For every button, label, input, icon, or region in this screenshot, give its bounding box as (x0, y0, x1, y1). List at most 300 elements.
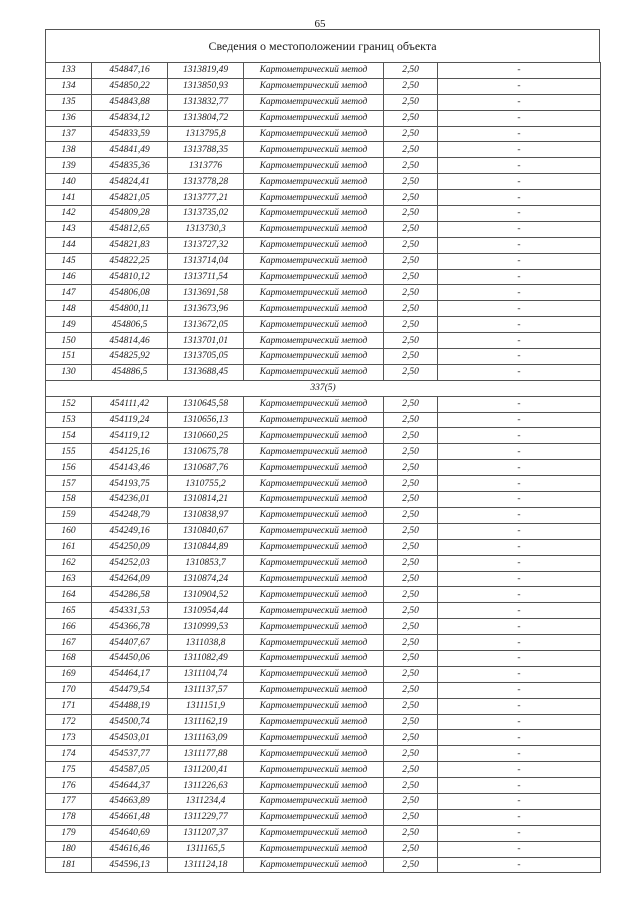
cell-method: Картометрический метод (244, 460, 384, 476)
cell-description: - (438, 603, 601, 619)
cell-accuracy: 2,50 (384, 158, 438, 174)
cell-method: Картометрический метод (244, 190, 384, 206)
cell-description: - (438, 142, 601, 158)
cell-x-coordinate: 454847,16 (92, 63, 168, 79)
cell-accuracy: 2,50 (384, 317, 438, 333)
cell-x-coordinate: 454503,01 (92, 730, 168, 746)
cell-accuracy: 2,50 (384, 698, 438, 714)
cell-x-coordinate: 454252,03 (92, 555, 168, 571)
table-row (46, 317, 601, 333)
table-row (46, 174, 601, 190)
cell-description: - (438, 492, 601, 508)
cell-x-coordinate: 454366,78 (92, 619, 168, 635)
cell-point-number: 157 (46, 476, 92, 492)
cell-method: Картометрический метод (244, 285, 384, 301)
table-row (46, 63, 601, 79)
cell-description: - (438, 78, 601, 94)
cell-description: - (438, 412, 601, 428)
cell-description: - (438, 174, 601, 190)
cell-point-number: 177 (46, 793, 92, 809)
cell-x-coordinate: 454661,48 (92, 809, 168, 825)
cell-point-number: 180 (46, 841, 92, 857)
cell-x-coordinate: 454479,54 (92, 682, 168, 698)
table-row (46, 793, 601, 809)
cell-y-coordinate: 1310844,89 (168, 539, 244, 555)
cell-method: Картометрический метод (244, 762, 384, 778)
table-row (46, 507, 601, 523)
table-row (46, 650, 601, 666)
cell-method: Картометрический метод (244, 237, 384, 253)
table-row (46, 428, 601, 444)
cell-y-coordinate: 1310853,7 (168, 555, 244, 571)
table-row (46, 364, 601, 380)
table-row (46, 285, 601, 301)
cell-description: - (438, 396, 601, 412)
table-row (46, 94, 601, 110)
cell-x-coordinate: 454249,16 (92, 523, 168, 539)
cell-y-coordinate: 1311162,19 (168, 714, 244, 730)
cell-y-coordinate: 1311177,88 (168, 746, 244, 762)
cell-accuracy: 2,50 (384, 333, 438, 349)
table-row (46, 603, 601, 619)
cell-accuracy: 2,50 (384, 444, 438, 460)
cell-x-coordinate: 454640,69 (92, 825, 168, 841)
cell-y-coordinate: 1313711,54 (168, 269, 244, 285)
cell-accuracy: 2,50 (384, 349, 438, 365)
cell-description: - (438, 476, 601, 492)
cell-point-number: 181 (46, 857, 92, 873)
cell-method: Картометрический метод (244, 539, 384, 555)
cell-method: Картометрический метод (244, 476, 384, 492)
cell-description: - (438, 587, 601, 603)
cell-accuracy: 2,50 (384, 778, 438, 794)
cell-method: Картометрический метод (244, 571, 384, 587)
group-header-row (46, 380, 601, 396)
cell-y-coordinate: 1310660,25 (168, 428, 244, 444)
table-row (46, 762, 601, 778)
cell-y-coordinate: 1310687,76 (168, 460, 244, 476)
cell-y-coordinate: 1313795,8 (168, 126, 244, 142)
table-row (46, 555, 601, 571)
cell-description: - (438, 94, 601, 110)
cell-method: Картометрический метод (244, 793, 384, 809)
cell-point-number: 166 (46, 619, 92, 635)
cell-y-coordinate: 1310838,97 (168, 507, 244, 523)
cell-description: - (438, 809, 601, 825)
cell-y-coordinate: 1311200,41 (168, 762, 244, 778)
cell-accuracy: 2,50 (384, 793, 438, 809)
cell-point-number: 175 (46, 762, 92, 778)
cell-description: - (438, 221, 601, 237)
cell-accuracy: 2,50 (384, 412, 438, 428)
cell-point-number: 164 (46, 587, 92, 603)
cell-point-number: 163 (46, 571, 92, 587)
cell-x-coordinate: 454833,59 (92, 126, 168, 142)
table-row (46, 635, 601, 651)
cell-method: Картометрический метод (244, 94, 384, 110)
cell-y-coordinate: 1310755,2 (168, 476, 244, 492)
cell-y-coordinate: 1313804,72 (168, 110, 244, 126)
cell-description: - (438, 635, 601, 651)
table-row (46, 253, 601, 269)
cell-x-coordinate: 454248,79 (92, 507, 168, 523)
cell-y-coordinate: 1313673,96 (168, 301, 244, 317)
cell-point-number: 171 (46, 698, 92, 714)
cell-point-number: 143 (46, 221, 92, 237)
cell-accuracy: 2,50 (384, 301, 438, 317)
cell-accuracy: 2,50 (384, 857, 438, 873)
cell-point-number: 144 (46, 237, 92, 253)
cell-y-coordinate: 1311104,74 (168, 666, 244, 682)
group-label: 337(5) (46, 380, 601, 396)
cell-method: Картометрический метод (244, 650, 384, 666)
cell-accuracy: 2,50 (384, 746, 438, 762)
cell-accuracy: 2,50 (384, 110, 438, 126)
cell-accuracy: 2,50 (384, 460, 438, 476)
cell-method: Картометрический метод (244, 126, 384, 142)
table-row (46, 666, 601, 682)
cell-method: Картометрический метод (244, 492, 384, 508)
cell-point-number: 169 (46, 666, 92, 682)
table-row (46, 825, 601, 841)
cell-point-number: 162 (46, 555, 92, 571)
cell-accuracy: 2,50 (384, 809, 438, 825)
cell-point-number: 155 (46, 444, 92, 460)
cell-description: - (438, 428, 601, 444)
cell-method: Картометрический метод (244, 333, 384, 349)
cell-y-coordinate: 1310874,24 (168, 571, 244, 587)
cell-accuracy: 2,50 (384, 714, 438, 730)
cell-x-coordinate: 454810,12 (92, 269, 168, 285)
table-row (46, 349, 601, 365)
cell-y-coordinate: 1311038,8 (168, 635, 244, 651)
cell-description: - (438, 730, 601, 746)
cell-point-number: 139 (46, 158, 92, 174)
table-row (46, 126, 601, 142)
cell-point-number: 174 (46, 746, 92, 762)
cell-accuracy: 2,50 (384, 555, 438, 571)
cell-x-coordinate: 454616,46 (92, 841, 168, 857)
cell-method: Картометрический метод (244, 142, 384, 158)
cell-point-number: 161 (46, 539, 92, 555)
cell-point-number: 172 (46, 714, 92, 730)
cell-point-number: 160 (46, 523, 92, 539)
cell-x-coordinate: 454125,16 (92, 444, 168, 460)
cell-accuracy: 2,50 (384, 635, 438, 651)
cell-description: - (438, 190, 601, 206)
cell-accuracy: 2,50 (384, 63, 438, 79)
cell-accuracy: 2,50 (384, 221, 438, 237)
cell-accuracy: 2,50 (384, 364, 438, 380)
table-row (46, 460, 601, 476)
cell-x-coordinate: 454587,05 (92, 762, 168, 778)
cell-accuracy: 2,50 (384, 253, 438, 269)
cell-accuracy: 2,50 (384, 666, 438, 682)
cell-description: - (438, 507, 601, 523)
table-row (46, 698, 601, 714)
cell-x-coordinate: 454821,83 (92, 237, 168, 253)
table-row (46, 714, 601, 730)
cell-accuracy: 2,50 (384, 94, 438, 110)
cell-y-coordinate: 1313778,28 (168, 174, 244, 190)
cell-method: Картометрический метод (244, 555, 384, 571)
cell-point-number: 145 (46, 253, 92, 269)
cell-x-coordinate: 454809,28 (92, 206, 168, 222)
cell-y-coordinate: 1310999,53 (168, 619, 244, 635)
table-row (46, 142, 601, 158)
cell-y-coordinate: 1311151,9 (168, 698, 244, 714)
cell-point-number: 159 (46, 507, 92, 523)
cell-accuracy: 2,50 (384, 682, 438, 698)
table-row (46, 476, 601, 492)
cell-accuracy: 2,50 (384, 587, 438, 603)
cell-accuracy: 2,50 (384, 619, 438, 635)
cell-description: - (438, 317, 601, 333)
cell-method: Картометрический метод (244, 444, 384, 460)
cell-accuracy: 2,50 (384, 174, 438, 190)
cell-description: - (438, 746, 601, 762)
cell-x-coordinate: 454841,49 (92, 142, 168, 158)
cell-point-number: 141 (46, 190, 92, 206)
cell-description: - (438, 158, 601, 174)
cell-description: - (438, 285, 601, 301)
cell-y-coordinate: 1310840,67 (168, 523, 244, 539)
cell-accuracy: 2,50 (384, 78, 438, 94)
cell-y-coordinate: 1313776 (168, 158, 244, 174)
cell-accuracy: 2,50 (384, 492, 438, 508)
cell-x-coordinate: 454236,01 (92, 492, 168, 508)
cell-x-coordinate: 454822,25 (92, 253, 168, 269)
cell-x-coordinate: 454812,65 (92, 221, 168, 237)
table-row (46, 110, 601, 126)
table-row (46, 841, 601, 857)
cell-x-coordinate: 454500,74 (92, 714, 168, 730)
cell-y-coordinate: 1313691,58 (168, 285, 244, 301)
cell-description: - (438, 126, 601, 142)
cell-accuracy: 2,50 (384, 428, 438, 444)
cell-method: Картометрический метод (244, 587, 384, 603)
cell-y-coordinate: 1310675,78 (168, 444, 244, 460)
table-row (46, 301, 601, 317)
cell-description: - (438, 63, 601, 79)
cell-method: Картометрический метод (244, 317, 384, 333)
cell-x-coordinate: 454488,19 (92, 698, 168, 714)
cell-y-coordinate: 1313701,01 (168, 333, 244, 349)
cell-point-number: 149 (46, 317, 92, 333)
cell-x-coordinate: 454806,08 (92, 285, 168, 301)
cell-accuracy: 2,50 (384, 142, 438, 158)
cell-description: - (438, 333, 601, 349)
cell-description: - (438, 825, 601, 841)
cell-method: Картометрический метод (244, 857, 384, 873)
cell-accuracy: 2,50 (384, 285, 438, 301)
cell-y-coordinate: 1313688,45 (168, 364, 244, 380)
cell-method: Картометрический метод (244, 364, 384, 380)
cell-point-number: 134 (46, 78, 92, 94)
cell-accuracy: 2,50 (384, 476, 438, 492)
cell-y-coordinate: 1311226,63 (168, 778, 244, 794)
cell-description: - (438, 206, 601, 222)
cell-description: - (438, 793, 601, 809)
cell-point-number: 168 (46, 650, 92, 666)
table-row (46, 237, 601, 253)
cell-accuracy: 2,50 (384, 650, 438, 666)
cell-method: Картометрический метод (244, 349, 384, 365)
cell-x-coordinate: 454800,11 (92, 301, 168, 317)
cell-point-number: 165 (46, 603, 92, 619)
cell-y-coordinate: 1310814,21 (168, 492, 244, 508)
cell-x-coordinate: 454119,24 (92, 412, 168, 428)
cell-accuracy: 2,50 (384, 730, 438, 746)
cell-description: - (438, 444, 601, 460)
cell-y-coordinate: 1313672,05 (168, 317, 244, 333)
cell-point-number: 158 (46, 492, 92, 508)
page-number: 65 (314, 18, 326, 30)
table-row (46, 269, 601, 285)
cell-x-coordinate: 454824,41 (92, 174, 168, 190)
cell-x-coordinate: 454596,13 (92, 857, 168, 873)
cell-y-coordinate: 1311082,49 (168, 650, 244, 666)
cell-method: Картометрический метод (244, 714, 384, 730)
cell-y-coordinate: 1313850,93 (168, 78, 244, 94)
cell-point-number: 133 (46, 63, 92, 79)
cell-description: - (438, 523, 601, 539)
cell-accuracy: 2,50 (384, 237, 438, 253)
cell-method: Картометрический метод (244, 412, 384, 428)
cell-point-number: 156 (46, 460, 92, 476)
cell-x-coordinate: 454850,22 (92, 78, 168, 94)
cell-point-number: 173 (46, 730, 92, 746)
cell-x-coordinate: 454806,5 (92, 317, 168, 333)
cell-point-number: 140 (46, 174, 92, 190)
cell-description: - (438, 841, 601, 857)
cell-y-coordinate: 1311234,4 (168, 793, 244, 809)
table-row (46, 206, 601, 222)
cell-method: Картометрический метод (244, 221, 384, 237)
cell-point-number: 130 (46, 364, 92, 380)
cell-accuracy: 2,50 (384, 269, 438, 285)
cell-description: - (438, 349, 601, 365)
cell-x-coordinate: 454825,92 (92, 349, 168, 365)
table-row (46, 396, 601, 412)
table-row (46, 778, 601, 794)
cell-accuracy: 2,50 (384, 603, 438, 619)
cell-y-coordinate: 1311163,09 (168, 730, 244, 746)
cell-description: - (438, 778, 601, 794)
cell-description: - (438, 269, 601, 285)
cell-accuracy: 2,50 (384, 507, 438, 523)
cell-method: Картометрический метод (244, 841, 384, 857)
cell-method: Картометрический метод (244, 110, 384, 126)
cell-point-number: 138 (46, 142, 92, 158)
cell-method: Картометрический метод (244, 746, 384, 762)
cell-accuracy: 2,50 (384, 126, 438, 142)
table-row (46, 78, 601, 94)
cell-description: - (438, 253, 601, 269)
cell-point-number: 148 (46, 301, 92, 317)
cell-method: Картометрический метод (244, 396, 384, 412)
cell-y-coordinate: 1311207,37 (168, 825, 244, 841)
cell-x-coordinate: 454886,5 (92, 364, 168, 380)
table-row (46, 190, 601, 206)
cell-y-coordinate: 1311229,77 (168, 809, 244, 825)
table-row (46, 587, 601, 603)
cell-x-coordinate: 454250,09 (92, 539, 168, 555)
cell-point-number: 153 (46, 412, 92, 428)
cell-point-number: 178 (46, 809, 92, 825)
cell-method: Картометрический метод (244, 63, 384, 79)
table-body (46, 63, 601, 873)
cell-method: Картометрический метод (244, 78, 384, 94)
cell-method: Картометрический метод (244, 523, 384, 539)
cell-description: - (438, 714, 601, 730)
cell-y-coordinate: 1313832,77 (168, 94, 244, 110)
cell-y-coordinate: 1311124,18 (168, 857, 244, 873)
cell-y-coordinate: 1310645,58 (168, 396, 244, 412)
cell-x-coordinate: 454821,05 (92, 190, 168, 206)
table-row (46, 746, 601, 762)
cell-method: Картометрический метод (244, 619, 384, 635)
cell-description: - (438, 619, 601, 635)
cell-method: Картометрический метод (244, 635, 384, 651)
cell-method: Картометрический метод (244, 778, 384, 794)
cell-point-number: 167 (46, 635, 92, 651)
table-row (46, 333, 601, 349)
cell-accuracy: 2,50 (384, 825, 438, 841)
cell-accuracy: 2,50 (384, 571, 438, 587)
cell-description: - (438, 682, 601, 698)
table-row (46, 158, 601, 174)
cell-x-coordinate: 454286,58 (92, 587, 168, 603)
cell-x-coordinate: 454143,46 (92, 460, 168, 476)
cell-method: Картометрический метод (244, 698, 384, 714)
cell-description: - (438, 364, 601, 380)
table-row (46, 809, 601, 825)
cell-method: Картометрический метод (244, 158, 384, 174)
table-row (46, 571, 601, 587)
cell-x-coordinate: 454450,06 (92, 650, 168, 666)
table-row (46, 444, 601, 460)
cell-x-coordinate: 454537,77 (92, 746, 168, 762)
table-row (46, 221, 601, 237)
cell-description: - (438, 301, 601, 317)
cell-y-coordinate: 1310656,13 (168, 412, 244, 428)
cell-y-coordinate: 1311165,5 (168, 841, 244, 857)
cell-x-coordinate: 454834,12 (92, 110, 168, 126)
cell-method: Картометрический метод (244, 666, 384, 682)
cell-point-number: 152 (46, 396, 92, 412)
cell-point-number: 179 (46, 825, 92, 841)
cell-method: Картометрический метод (244, 253, 384, 269)
cell-method: Картометрический метод (244, 507, 384, 523)
cell-point-number: 146 (46, 269, 92, 285)
cell-y-coordinate: 1313727,32 (168, 237, 244, 253)
cell-y-coordinate: 1313714,04 (168, 253, 244, 269)
cell-x-coordinate: 454843,88 (92, 94, 168, 110)
cell-method: Картометрический метод (244, 428, 384, 444)
cell-description: - (438, 460, 601, 476)
cell-point-number: 147 (46, 285, 92, 301)
cell-y-coordinate: 1313819,49 (168, 63, 244, 79)
cell-method: Картометрический метод (244, 206, 384, 222)
cell-point-number: 137 (46, 126, 92, 142)
cell-point-number: 142 (46, 206, 92, 222)
table-row (46, 412, 601, 428)
cell-accuracy: 2,50 (384, 762, 438, 778)
cell-method: Картометрический метод (244, 809, 384, 825)
cell-x-coordinate: 454119,12 (92, 428, 168, 444)
cell-x-coordinate: 454464,17 (92, 666, 168, 682)
